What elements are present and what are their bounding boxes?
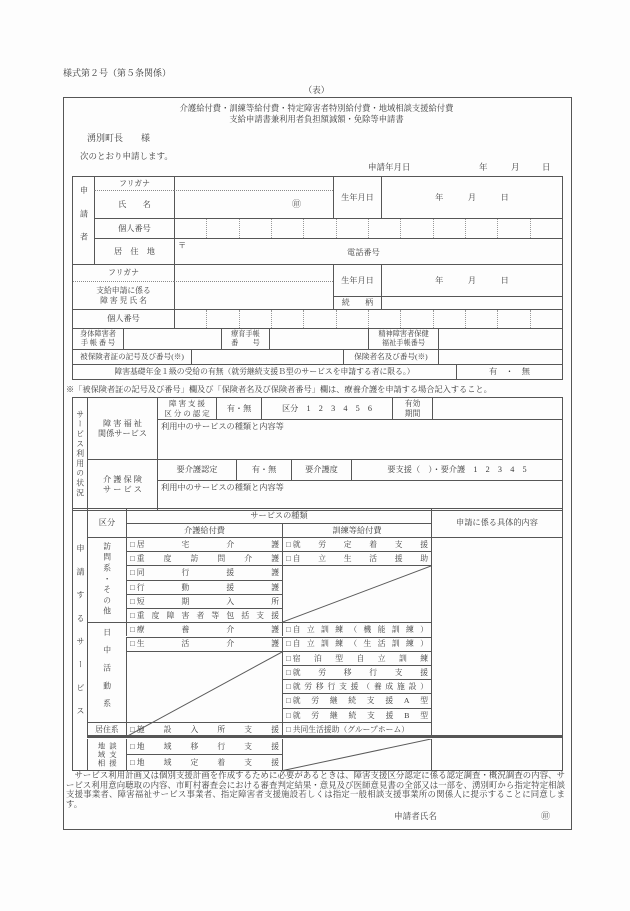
service-cell-shukuhaku [282,651,431,665]
mynumber-digit-box [206,219,238,238]
checkbox-icon[interactable]: □ [286,682,291,692]
applicant-phone-label: 電話番号 [347,248,380,257]
checkbox-icon[interactable]: □ [286,639,291,649]
chiiki-empty-struck-cell [282,739,431,771]
physical-techo-label [73,328,123,349]
kaigo-hoken-label [87,459,157,510]
mynumber-digit-box [239,310,271,328]
form-number: 様式第２号（第５条関係） [63,68,172,78]
checkbox-icon[interactable]: □ [286,724,291,734]
checkbox-icon[interactable]: □ [286,554,291,564]
physical-techo-label-line1: 身体障害者 [80,330,116,339]
insured-card-field[interactable] [191,349,343,364]
child-birthdate-field[interactable]: 年 月 日 [381,264,562,296]
child-name-label-line2: 障 害 児 氏 名 [100,295,147,305]
checkbox-icon[interactable]: □ [130,724,135,734]
kaigo-kyufu-header: 介護給付費 [126,523,282,537]
applicant-furigana-label: フリガナ [94,177,174,191]
service-label: 自立訓練（生活訓練） [292,639,428,649]
valid-period-label-line1: 有効 [404,399,421,409]
shien-kubun-nintei-label [157,398,216,419]
service-cell-jiritsu-kino [282,622,431,636]
fukushi-service-label [87,398,157,459]
applicant-name-field[interactable] [174,191,333,218]
applicant-birthdate-field[interactable]: 年 月 日 [381,177,562,218]
service-cell-doko [126,565,282,579]
service-label: 居宅介護 [136,539,279,549]
service-status-section-label: サービス利用の状況 [75,409,85,499]
mynumber-digit-box [271,310,303,328]
service-cell-chiiki-iko [126,739,282,755]
fukushi-service-label-line1: 障 害 福 祉 [103,418,142,428]
category-nicchu: 日中活動系 [87,622,126,722]
application-date-day: 日 [542,162,551,172]
service-label: 就労移行支援 [292,667,428,677]
detail-header: 申請に係る具体的内容 [431,509,562,537]
service-cell-kyodo [282,722,431,736]
signature-label: 申請者氏名 [394,811,437,821]
shien-nintei-choice[interactable]: 有・無 [216,398,261,419]
checkbox-icon[interactable]: □ [130,625,135,635]
shien-kubun-scale[interactable]: 区分 1 2 3 4 5 6 [261,398,392,419]
signature-seal-icon: ㊞ [541,811,551,821]
insurer-field[interactable] [438,349,562,364]
checkbox-icon[interactable]: □ [286,710,291,720]
mental-techo-label-line1: 精神障害者保健 [378,330,429,339]
form-title-line1: 介護給付費・訓練等給付費・特定障害者特別給付費・地域相談支援給付費 [179,104,454,113]
applicant-mynumber-label: 個人番号 [94,218,174,238]
kaigo-hoken-label-line2: サ ー ビ ス [103,485,142,494]
service-cell-ryoyo [126,622,282,636]
yokaigo-nintei-label: 要介護認定 [157,459,236,480]
service-label: 重度訪問介護 [136,554,279,564]
fukushi-service-label-line2: 関係サービス [97,428,148,438]
checkbox-icon[interactable]: □ [286,667,291,677]
service-label: 自立生活援助 [292,554,428,564]
service-type-header: サービスの種類 [126,509,431,523]
mental-techo-label-line2: 福祉手帳番号 [381,339,426,347]
yokaigo-nintei-choice[interactable]: 有・無 [236,459,291,480]
physical-techo-label-line2: 手 帳 番 号 [80,339,116,347]
service-label: 就労継続支援B型 [292,710,428,720]
category-kyoju: 居住系 [87,722,126,736]
child-furigana-label: フリガナ [73,264,174,282]
kubun-header: 区分 [87,509,126,537]
service-cell-hokatsu [126,608,282,622]
ryoiku-techo-field[interactable] [269,328,368,349]
ryoiku-techo-label-line2: 番 号 [231,339,260,347]
service-cell-jiritsu-seikatsu [282,551,431,565]
checkbox-icon[interactable]: □ [286,653,291,663]
child-name-label-line1: 支給申請に係る [96,286,151,296]
checkbox-icon[interactable]: □ [130,757,135,767]
mynumber-digit-box [271,219,303,238]
mynumber-digit-box [433,219,465,238]
requested-section-cell [73,509,87,770]
insured-card-label: 被保険者証の記号及び番号(※) [73,349,191,364]
footnote: ※「被保険者証の記号及び番号」欄及び「保険者名及び保険者番号」欄は、療養介護を申請する場合記入すること。 [66,385,492,394]
checkbox-icon[interactable]: □ [130,539,135,549]
application-date-month: 月 [511,162,520,172]
checkbox-icon[interactable]: □ [130,582,135,592]
service-cell-judo-homon [126,551,282,565]
ryoiku-techo-label-line1: 療育手帳 [231,330,260,339]
service-label: 共同生活援助（グループホーム） [292,724,410,734]
applicant-section-label: 申請者 [79,185,89,256]
service-cell-shuro-keizoku-a [282,693,431,707]
category-chiiki [87,739,126,771]
service-label: 就労継続支援A型 [292,696,428,706]
applicant-furigana-field[interactable] [174,177,333,191]
mental-techo-label [368,328,438,349]
application-date-label: 申請年月日 [368,162,411,172]
requested-services-table [72,508,563,771]
insurer-label: 保険者名及び番号(※) [343,349,438,364]
service-cell-jiritsu-kunren [282,637,431,651]
service-label: 生活介護 [136,639,279,649]
service-cell-chiiki-teichaku [126,754,282,770]
service-label: 自立訓練（機能訓練） [292,625,428,635]
service-cell-shuro-iko [282,665,431,679]
checkbox-icon[interactable]: □ [130,611,135,620]
service-cell-shisetsu [126,722,282,736]
mynumber-digit-box [303,310,335,328]
detail-field-upper[interactable] [431,537,562,736]
addressee: 湧別町長 様 [87,133,151,143]
postal-mark-icon: 〒 [178,241,187,250]
fukushi-services-in-use-field[interactable]: 利用中のサービスの種類と内容等 [157,419,562,459]
yokaigo-do-label: 要介護度 [291,459,351,480]
mynumber-digit-box [206,310,238,328]
service-cell-tanki [126,594,282,608]
mynumber-digit-box [433,310,465,328]
valid-period-field[interactable] [432,398,562,419]
diagonal-strikethrough [283,739,431,771]
checkbox-icon[interactable]: □ [130,639,135,649]
service-label: 宿泊型自立訓練 [292,653,428,663]
service-label: 同行援護 [136,568,279,578]
service-label: 就労移行支援（養成施設） [292,682,428,692]
mynumber-digit-box [239,219,271,238]
mynumber-digit-box [336,219,368,238]
mynumber-digit-box [465,310,497,328]
service-cell-seikatsu [126,637,282,651]
mynumber-digit-box [465,219,497,238]
mynumber-digit-box [530,219,562,238]
checkbox-icon[interactable]: □ [130,741,135,751]
kaigo-services-in-use-field[interactable]: 利用中のサービスの種類と内容等 [157,480,562,510]
applicant-table [72,176,563,380]
applicant-address-label: 居 住 地 [94,238,174,264]
application-date-year: 年 [479,162,488,172]
mynumber-digit-box [303,219,335,238]
checkbox-icon[interactable]: □ [130,568,135,578]
valid-period-label [392,398,432,419]
service-label: 地域移行支援 [136,741,279,751]
child-relation-field[interactable] [381,296,562,309]
applicant-mynumber-field[interactable] [174,218,562,238]
checkbox-icon[interactable]: □ [286,539,291,549]
service-label: 行動援護 [136,582,279,592]
section-divider-thick-line [87,735,562,738]
sheet-side-label: （表） [303,85,330,95]
service-label: 短期入所 [136,596,279,606]
shien-kubun-nintei-line1: 障 害 支 援 [168,399,206,409]
ryoiku-techo-label [221,328,269,349]
mynumber-digit-box [497,310,529,328]
checkbox-icon[interactable]: □ [130,596,135,606]
mynumber-digit-box [497,219,529,238]
checkbox-icon[interactable]: □ [286,625,291,635]
child-name-field[interactable] [174,282,333,309]
service-label: 就労定着支援 [292,539,428,549]
child-name-label [73,282,174,309]
detail-field-lower[interactable] [431,739,562,771]
form-frame [63,97,572,830]
checkbox-icon[interactable]: □ [130,554,135,564]
applicant-address-field[interactable] [174,238,562,264]
applicant-name-label: 氏 名 [94,191,174,218]
service-label: 施設入所支援 [136,724,279,734]
mental-techo-field[interactable] [438,328,562,349]
consent-paragraph: サービス利用計画又は個別支援計画を作成するために必要があるときは、障害支援区分認定に係る認定調査・概況調査の内容、サービス利用意向聴取の内容、市町村審査会における審査判定結果・意見及び医師意見書の全部又は一部を、湧別町から指定特定相談支援事業者、障害福祉サービス事業者、指定障害者支援施設若しくは指定一般相談支援事業所の関係人に提示することに同意します。 [66,771,565,810]
child-birthdate-label: 生年月日 [333,264,381,296]
pension-label: 障害基礎年金１級の受給の有無（就労継続支援Ｂ型のサービスを申請する者に限る。） [73,364,456,379]
mynumber-digit-box [175,310,206,328]
kaigo-hoken-label-line1: 介 護 保 険 [103,475,142,485]
service-cell-kodo [126,580,282,594]
service-label: 療養介護 [136,625,279,635]
requested-section-label: 申請するサービス [75,543,85,730]
pension-choice[interactable]: 有 ・ 無 [456,364,562,379]
seal-icon: ㊞ [291,199,301,210]
kunren-empty-struck-cell [282,565,431,622]
child-furigana-field[interactable] [174,264,333,282]
diagonal-strikethrough [283,566,431,622]
category-chiiki-label: 地域相談支援 [97,741,118,767]
mynumber-digit-box [400,219,432,238]
mynumber-digit-box [368,219,400,238]
mynumber-digit-box [175,219,206,238]
mynumber-digit-box [400,310,432,328]
yokaigo-scale-choice[interactable]: 要支援（ ）・要介護 1 2 3 4 5 [351,459,562,480]
child-mynumber-field[interactable] [174,309,562,328]
service-cell-shuro-keizoku-b [282,708,431,722]
service-cell-shuro-iko-yosei [282,679,431,693]
category-homon: 訪問系・その他 [87,537,126,622]
applicant-birthdate-label: 生年月日 [333,177,381,218]
kunren-kyufu-header: 訓練等給付費 [282,523,431,537]
child-mynumber-label: 個人番号 [73,309,174,328]
service-cell-kyotaku [126,537,282,551]
service-label: 地域定着支援 [136,757,279,767]
child-relation-label: 続 柄 [333,296,381,309]
service-label: 重度障害者等包括支援 [136,611,279,620]
service-cell-shuro-teichaku [282,537,431,551]
valid-period-label-line2: 期間 [404,408,421,418]
physical-techo-field[interactable] [123,328,221,349]
intro-text: 次のとおり申請します。 [80,151,173,161]
shien-kubun-nintei-line2: 区 分 の 認 定 [164,408,210,418]
service-status-table [72,397,563,511]
mynumber-digit-box [336,310,368,328]
mynumber-digit-box [368,310,400,328]
form-title-line2: 支給申請書兼利用者負担額減額・免除等申請書 [229,115,404,124]
mynumber-digit-box [530,310,562,328]
checkbox-icon[interactable]: □ [286,696,291,706]
